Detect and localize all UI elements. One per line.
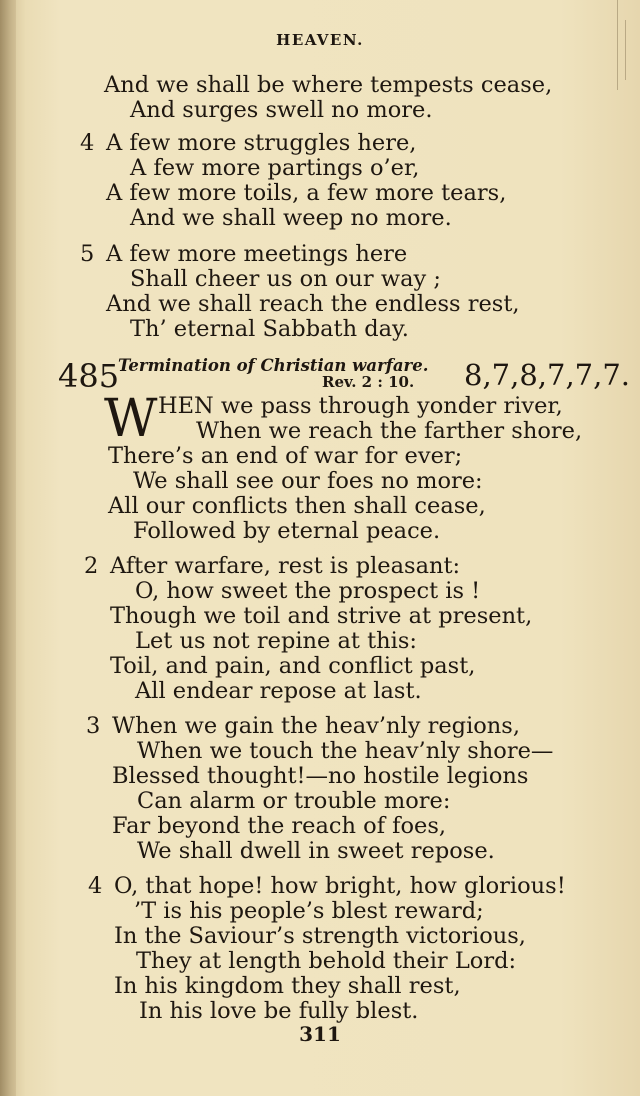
verse-line: Can alarm or trouble more: [137,788,451,814]
verse-line: When we touch the heav’nly shore— [137,738,554,764]
hymn-meter: 8,7,8,7,7,7. [464,358,631,392]
verse-line: When we reach the farther shore, [196,418,583,444]
verse-line: Blessed thought!—no hostile legions [112,763,529,789]
verse-line: Let us not repine at this: [135,628,417,654]
verse-line: Though we toil and strive at present, [110,603,533,629]
verse-line: A few more partings o’er, [130,155,420,181]
stanza-number: 2 [84,553,99,579]
verse-line: Followed by eternal peace. [133,518,441,544]
verse-line: Shall cheer us on our way ; [130,266,441,292]
verse-line: Toil, and pain, and conflict past, [110,653,476,679]
drop-cap: W [104,389,158,449]
verse-line: O, how sweet the prospect is ! [135,578,481,604]
stanza-number: 4 [80,130,95,156]
verse-line: And we shall reach the endless rest, [106,291,520,317]
verse-line: And surges swell no more. [130,97,433,123]
verse-line: A few more struggles here, [106,130,417,156]
verse-line: ’T is his people’s blest reward; [134,898,484,924]
stanza-number: 5 [80,241,95,267]
verse-line: O, that hope! how bright, how glorious! [114,873,566,899]
verse-line: Th’ eternal Sabbath day. [130,316,409,342]
verse-line: All our conflicts then shall cease, [108,493,486,519]
verse-line: A few more meetings here [106,241,408,267]
hymn-number: 485 [58,357,120,395]
scripture-reference: Rev. 2 : 10. [322,373,415,391]
stanza-number: 4 [88,873,103,899]
verse-line: HEN we pass through yonder river, [158,393,563,419]
verse-line: In his love be fully blest. [139,998,419,1024]
verse-line: We shall see our foes no more: [133,468,483,494]
verse-line: And we shall weep no more. [130,205,452,231]
verse-line: And we shall be where tempests cease, [104,72,553,98]
stanza-number: 3 [86,713,101,739]
hymn-title: Termination of Christian warfare. [118,356,429,375]
verse-line: Far beyond the reach of foes, [112,813,447,839]
verse-line: After warfare, rest is pleasant: [110,553,461,579]
verse-line: There’s an end of war for ever; [108,443,463,469]
page-number: 311 [299,1022,341,1046]
page-edge-mark [625,20,626,80]
verse-line: They at length behold their Lord: [136,948,517,974]
verse-line: All endear repose at last. [135,678,422,704]
section-header: HEAVEN. [276,31,364,49]
verse-line: In his kingdom they shall rest, [114,973,461,999]
page-gutter-shadow [0,0,16,1096]
verse-line: In the Saviour’s strength victorious, [114,923,526,949]
verse-line: A few more toils, a few more tears, [106,180,507,206]
verse-line: We shall dwell in sweet repose. [137,838,495,864]
verse-line: When we gain the heav’nly regions, [112,713,520,739]
